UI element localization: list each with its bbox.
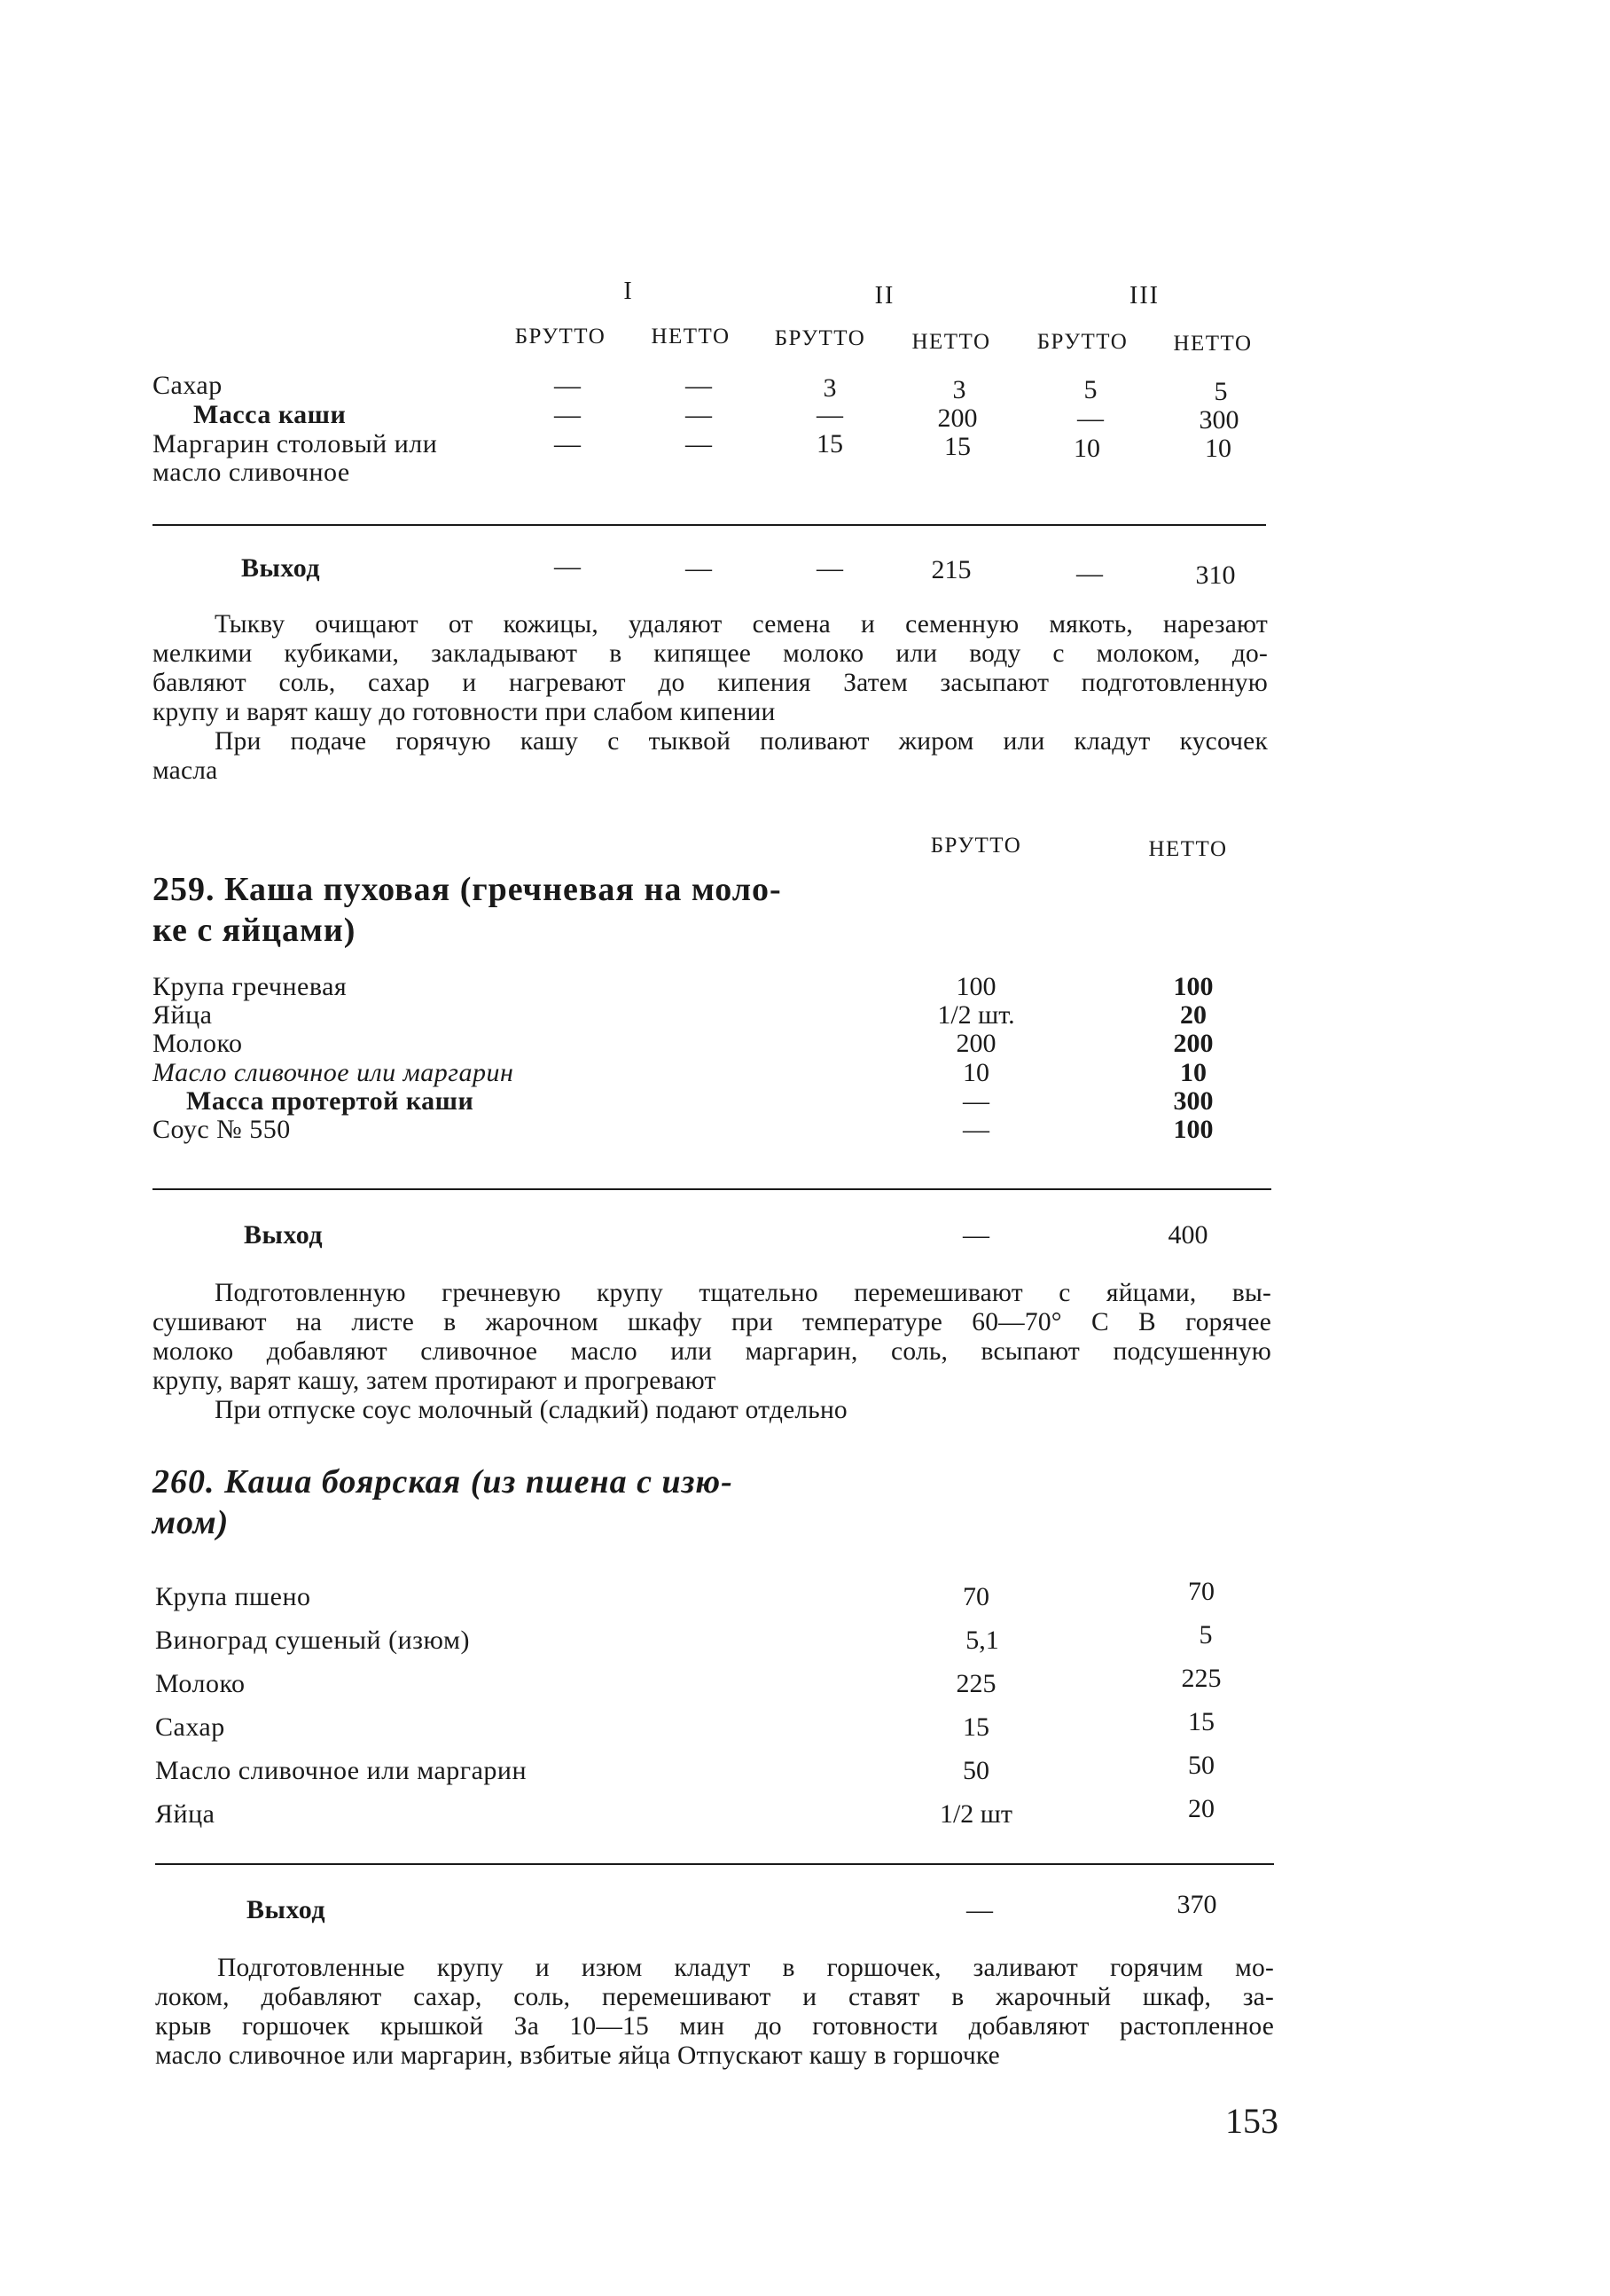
text-line: мелкими кубиками, закладывают в кипящее молоко или воду с молоком, до- [152,639,1268,668]
table-cell: — [685,553,712,583]
text-line: крупу и варят кашу до готовности при слабом кипении [152,698,776,726]
brutto-value: 100 [956,972,996,1001]
table-cell: 310 [1195,560,1236,590]
output-label: Выход [241,553,321,583]
text-line: бавляют соль, сахар и нагревают до кипения Затем засыпают подготовленную [152,669,1268,697]
ingredient-label: Сахар [155,1712,225,1742]
output-brutto: — [966,1895,993,1924]
text-line: локом, добавляют сахар, соль, перемешивают и ставят в жарочный шкаф, за- [155,1983,1274,2011]
recipe-title [152,1461,733,1543]
table-cell: — [685,429,712,458]
table-cell: 15 [944,432,971,461]
row-label-sugar: Сахар [152,371,223,400]
row-label-margarine-cont: масло сливочное [152,458,350,487]
brutto-value: 200 [956,1029,996,1058]
brutto-value: 15 [963,1712,989,1742]
table-cell: 5 [1214,377,1228,406]
table-cell: — [817,400,843,429]
brutto-value: 70 [963,1582,989,1611]
text-line: Тыкву очищают от кожицы, удаляют семена и семенную мякоть, нарезают [215,610,1268,639]
output-brutto: — [963,1220,989,1250]
netto-value: 50 [1188,1751,1215,1780]
netto-value: 225 [1181,1664,1222,1693]
netto-value: 5 [1199,1620,1213,1650]
text-line: масло сливочное или маргарин, взбитые яйца Отпускают кашу в горшочке [155,2041,1000,2070]
table-cell: 5 [1083,375,1098,404]
table-cell: — [554,429,581,458]
brutto-value: 10 [963,1058,989,1087]
table-cell: 3 [823,373,837,403]
ingredient-label: Крупа гречневая [152,972,348,1001]
text-line: Подготовленную гречневую крупу тщательно перемешивают с яйцами, вы- [215,1279,1271,1307]
text-line: сушивают на листе в жарочном шкафу при температуре 60—70° С В горячее [152,1308,1271,1336]
title-line: мом) [152,1504,230,1541]
table-divider [152,1188,1271,1190]
ingredient-label: Яйца [155,1799,215,1829]
col-header-brutto-2: БРУТТО [774,326,866,350]
netto-value: 20 [1180,1000,1207,1030]
brutto-value: 225 [956,1669,996,1698]
brutto-value: 50 [963,1756,989,1785]
group-header-iii: III [1129,282,1160,310]
col-header-netto-3: НЕТТО [1173,332,1253,356]
paragraph-method [152,1279,1271,1396]
netto-value: 70 [1188,1577,1215,1606]
table-cell: — [1077,404,1104,433]
col-header-netto: НЕТТО [1148,837,1228,861]
ingredient-label: Яйца [152,1000,213,1030]
table-cell: 215 [931,555,972,584]
text-line: крыв горшочек крышкой За 10—15 мин до готовности добавляют растопленное [155,2012,1274,2041]
page-number: 153 [1225,2101,1278,2141]
output-netto: 400 [1168,1220,1208,1250]
netto-value: 100 [1173,1115,1214,1144]
ingredient-label: Крупа пшено [155,1582,311,1611]
group-header-i: I [623,278,634,305]
table-cell: — [554,552,581,581]
output-netto: 370 [1176,1890,1217,1919]
text-line: молоко добавляют сливочное масло или маргарин, соль, всыпают подсушенную [152,1337,1271,1366]
netto-value: 200 [1173,1029,1214,1058]
table-cell: — [685,371,712,400]
text-line: масла [152,756,218,785]
text-line: При отпуске соус молочный (сладкий) подают отдельно [215,1396,848,1424]
table-divider [155,1863,1274,1865]
output-label: Выход [244,1220,324,1250]
ingredient-label: Масло сливочное или маргарин [155,1756,528,1785]
table-cell: 300 [1199,405,1239,435]
table-cell: — [554,400,581,429]
ingredient-label: Молоко [152,1029,243,1058]
group-header-ii: II [874,282,895,310]
output-label: Выход [246,1895,326,1924]
col-header-brutto-3: БРУТТО [1036,330,1129,354]
paragraph-note [215,1396,1101,1425]
netto-value: 20 [1188,1794,1215,1823]
text-line: Подготовленные крупу и изюм кладут в горшочек, заливают горячим мо- [217,1954,1274,1982]
recipe-title [152,869,782,951]
table-cell: — [554,371,581,400]
netto-value: 10 [1180,1058,1207,1087]
table-cell: 10 [1205,434,1231,463]
table-cell: 3 [952,375,966,404]
ingredient-label: Масло сливочное или маргарин [152,1058,514,1087]
netto-value: 15 [1188,1707,1215,1736]
brutto-value: — [963,1086,989,1116]
table-cell: — [685,400,712,429]
ingredient-label: Масса протертой каши [186,1086,474,1116]
table-cell: — [1076,559,1103,588]
brutto-value: 1/2 шт. [937,1000,1015,1030]
netto-value: 100 [1173,972,1214,1001]
ingredient-label: Соус № 550 [152,1115,291,1144]
row-label-mass: Масса каши [193,400,347,429]
table-cell: 15 [817,429,843,458]
title-line: 260. Каша боярская (из пшена с изю- [152,1463,733,1501]
table-cell: — [817,553,843,583]
brutto-value: 5,1 [965,1626,999,1655]
table-cell: 200 [937,404,978,433]
ingredient-label: Молоко [155,1669,246,1698]
brutto-value: 1/2 шт [939,1799,1013,1829]
table-divider [152,524,1266,526]
ingredient-label: Виноград сушеный (изюм) [155,1626,470,1655]
text-line: При подаче горячую кашу с тыквой поливают жиром или кладут кусочек [215,727,1268,756]
paragraph-preparation [152,610,1268,727]
table-cell: 10 [1074,434,1100,463]
title-line: 259. Каша пуховая (гречневая на моло- [152,871,782,908]
col-header-netto-1: НЕТТО [651,325,731,349]
paragraph-serving [152,727,1268,786]
brutto-value: — [963,1115,989,1144]
col-header-brutto-1: БРУТТО [514,325,606,349]
row-label-margarine: Маргарин столовый или [152,429,438,458]
title-line: ке с яйцами) [152,912,356,949]
paragraph-method [155,1954,1274,2071]
netto-value: 300 [1173,1086,1214,1116]
col-header-brutto: БРУТТО [930,834,1022,858]
text-line: крупу, варят кашу, затем протирают и прогревают [152,1367,716,1395]
col-header-netto-2: НЕТТО [911,330,991,354]
